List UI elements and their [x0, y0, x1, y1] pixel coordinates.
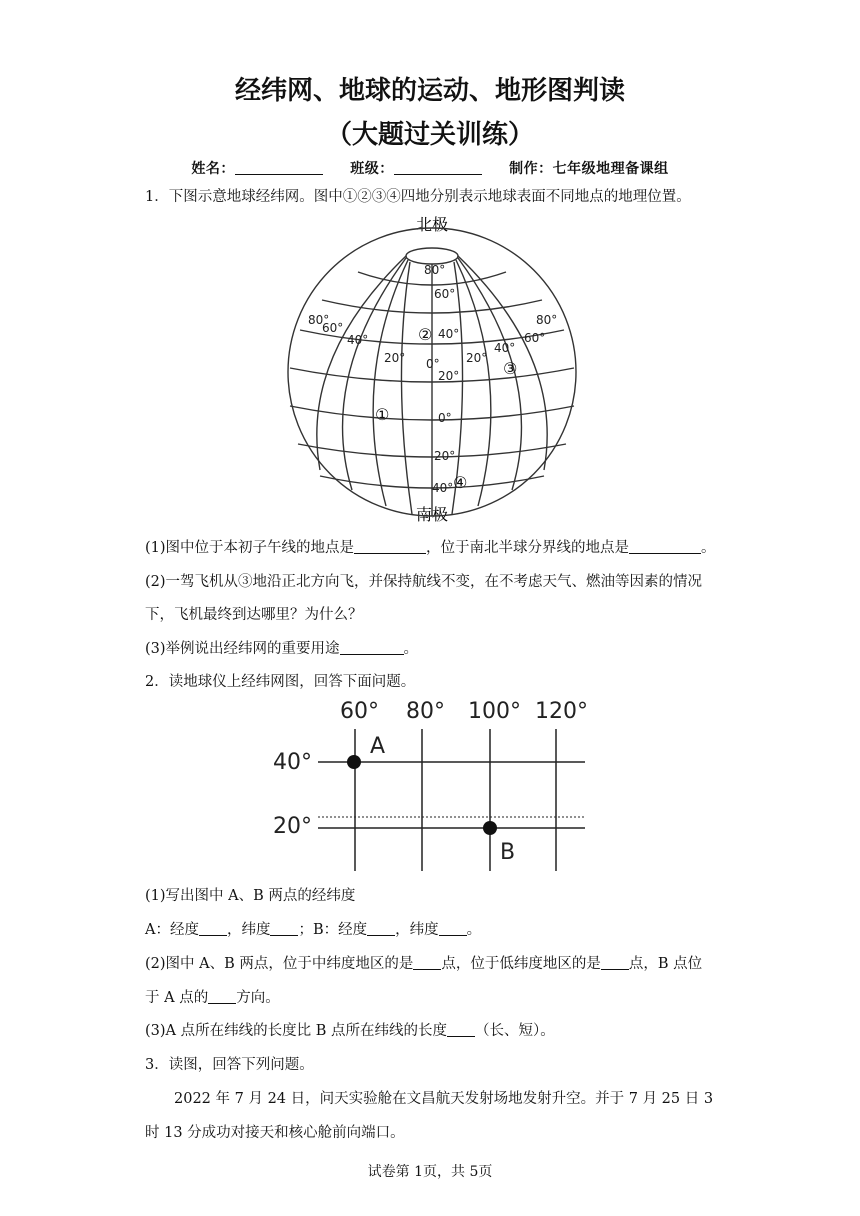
q1-part3: (3)举例说出经纬网的重要用途 。 [145, 641, 419, 657]
q2-part1: (1)写出图中 A、B 两点的经纬度 [145, 888, 356, 904]
lat-label-80: 80° [424, 263, 446, 277]
page-footer: 试卷第 1页，共 5页 [367, 1164, 493, 1180]
q3-text-line2: 时 13 分成功对接天和核心舱前向端口。 [145, 1125, 405, 1141]
point-a-label: A [370, 734, 386, 759]
lon-label-left-20: 20° [384, 351, 406, 365]
q2-blank-low[interactable] [601, 955, 629, 970]
q1-part1: (1)图中位于本初子午线的地点是 ，位于南北半球分界线的地点是 。 [145, 540, 716, 556]
point-b-label: B [500, 840, 516, 865]
grid-lat-20: 20° [273, 814, 312, 839]
q2-part3: (3)A 点所在纬线的长度比 B 点所在纬线的长度 （长、短）。 [145, 1023, 555, 1039]
q2-part2-line1: (2)图中 A、B 两点，位于中纬度地区的是 点，位于低纬度地区的是 点，B 点位 [145, 956, 703, 972]
q2-blank-direction[interactable] [208, 989, 236, 1004]
point-1-marker: ① [375, 405, 390, 424]
class-label: 班级： [350, 161, 394, 177]
point-3-marker: ③ [503, 359, 518, 378]
q1-part2-line1: (2)一驾飞机从③地沿正北方向飞，并保持航线不变，在不考虑天气、燃油等因素的情况 [145, 574, 703, 590]
q3-stem: 3．读图，回答下列问题。 [145, 1057, 314, 1073]
prime-meridian-label: 0° [426, 357, 440, 371]
lat-label-60: 60° [434, 287, 456, 301]
lon-label-right-60: 60° [524, 331, 546, 345]
name-blank[interactable] [235, 160, 323, 175]
south-pole-label: 南极 [415, 505, 449, 524]
class-blank[interactable] [394, 160, 482, 175]
grid-lon-100: 100° [468, 699, 521, 724]
lon-label-left-80: 80° [308, 313, 330, 327]
grid-lon-60: 60° [340, 699, 379, 724]
north-pole-label: 北极 [415, 215, 449, 234]
q2-part1-answers: A：经度 ，纬度 ；B：经度 ，纬度 。 [145, 922, 482, 938]
lon-label-right-40: 40° [494, 341, 516, 355]
q2-blank-length[interactable] [447, 1022, 475, 1037]
lat-label-20-north: 20° [438, 369, 460, 383]
q2-stem: 2．读地球仪上经纬网图，回答下面问题。 [145, 674, 416, 690]
grid-lon-80: 80° [406, 699, 445, 724]
q2-blank-b-lon[interactable] [367, 921, 395, 936]
q2-blank-mid[interactable] [413, 955, 441, 970]
point-4-marker: ④ [453, 473, 468, 492]
lon-label-left-60: 60° [322, 321, 344, 335]
q1-part2-line2: 下，飞机最终到达哪里？为什么？ [145, 607, 363, 623]
lat-label-40-south: 40° [432, 481, 454, 495]
q2-part2-line2: 于 A 点的 方向。 [145, 990, 280, 1006]
student-info-row [0, 158, 860, 178]
point-b-dot [483, 821, 497, 835]
maker-label: 制作：七年级地理备课组 [509, 161, 669, 177]
point-2-marker: ② [418, 325, 433, 344]
lon-label-right-80: 80° [536, 313, 558, 327]
globe-figure [0, 208, 860, 528]
lat-label-40: 40° [438, 327, 460, 341]
q1-blank-2[interactable] [629, 539, 701, 554]
name-label: 姓名： [191, 161, 235, 177]
grid-lon-120: 120° [535, 699, 588, 724]
q3-text-line1: 2022 年 7 月 24 日，问天实验舱在文昌航天发射场地发射升空。并于 7 月 25 日 3 [174, 1091, 714, 1107]
q2-blank-a-lon[interactable] [199, 921, 227, 936]
point-a-dot [347, 755, 361, 769]
page-subtitle: （大题过关训练） [325, 120, 534, 150]
lon-label-left-40: 40° [347, 333, 369, 347]
q2-blank-a-lat[interactable] [270, 921, 298, 936]
grid-lat-40: 40° [273, 750, 312, 775]
grid-figure [0, 693, 860, 873]
q1-blank-3[interactable] [340, 640, 404, 655]
lat-label-20-south: 20° [434, 449, 456, 463]
q2-blank-b-lat[interactable] [439, 921, 467, 936]
page-title: 经纬网、地球的运动、地形图判读 [234, 76, 625, 106]
q1-blank-1[interactable] [354, 539, 426, 554]
lon-label-right-20: 20° [466, 351, 488, 365]
q1-stem: 1．下图示意地球经纬网。图中①②③④四地分别表示地球表面不同地点的地理位置。 [145, 189, 691, 205]
lat-label-0: 0° [438, 411, 452, 425]
